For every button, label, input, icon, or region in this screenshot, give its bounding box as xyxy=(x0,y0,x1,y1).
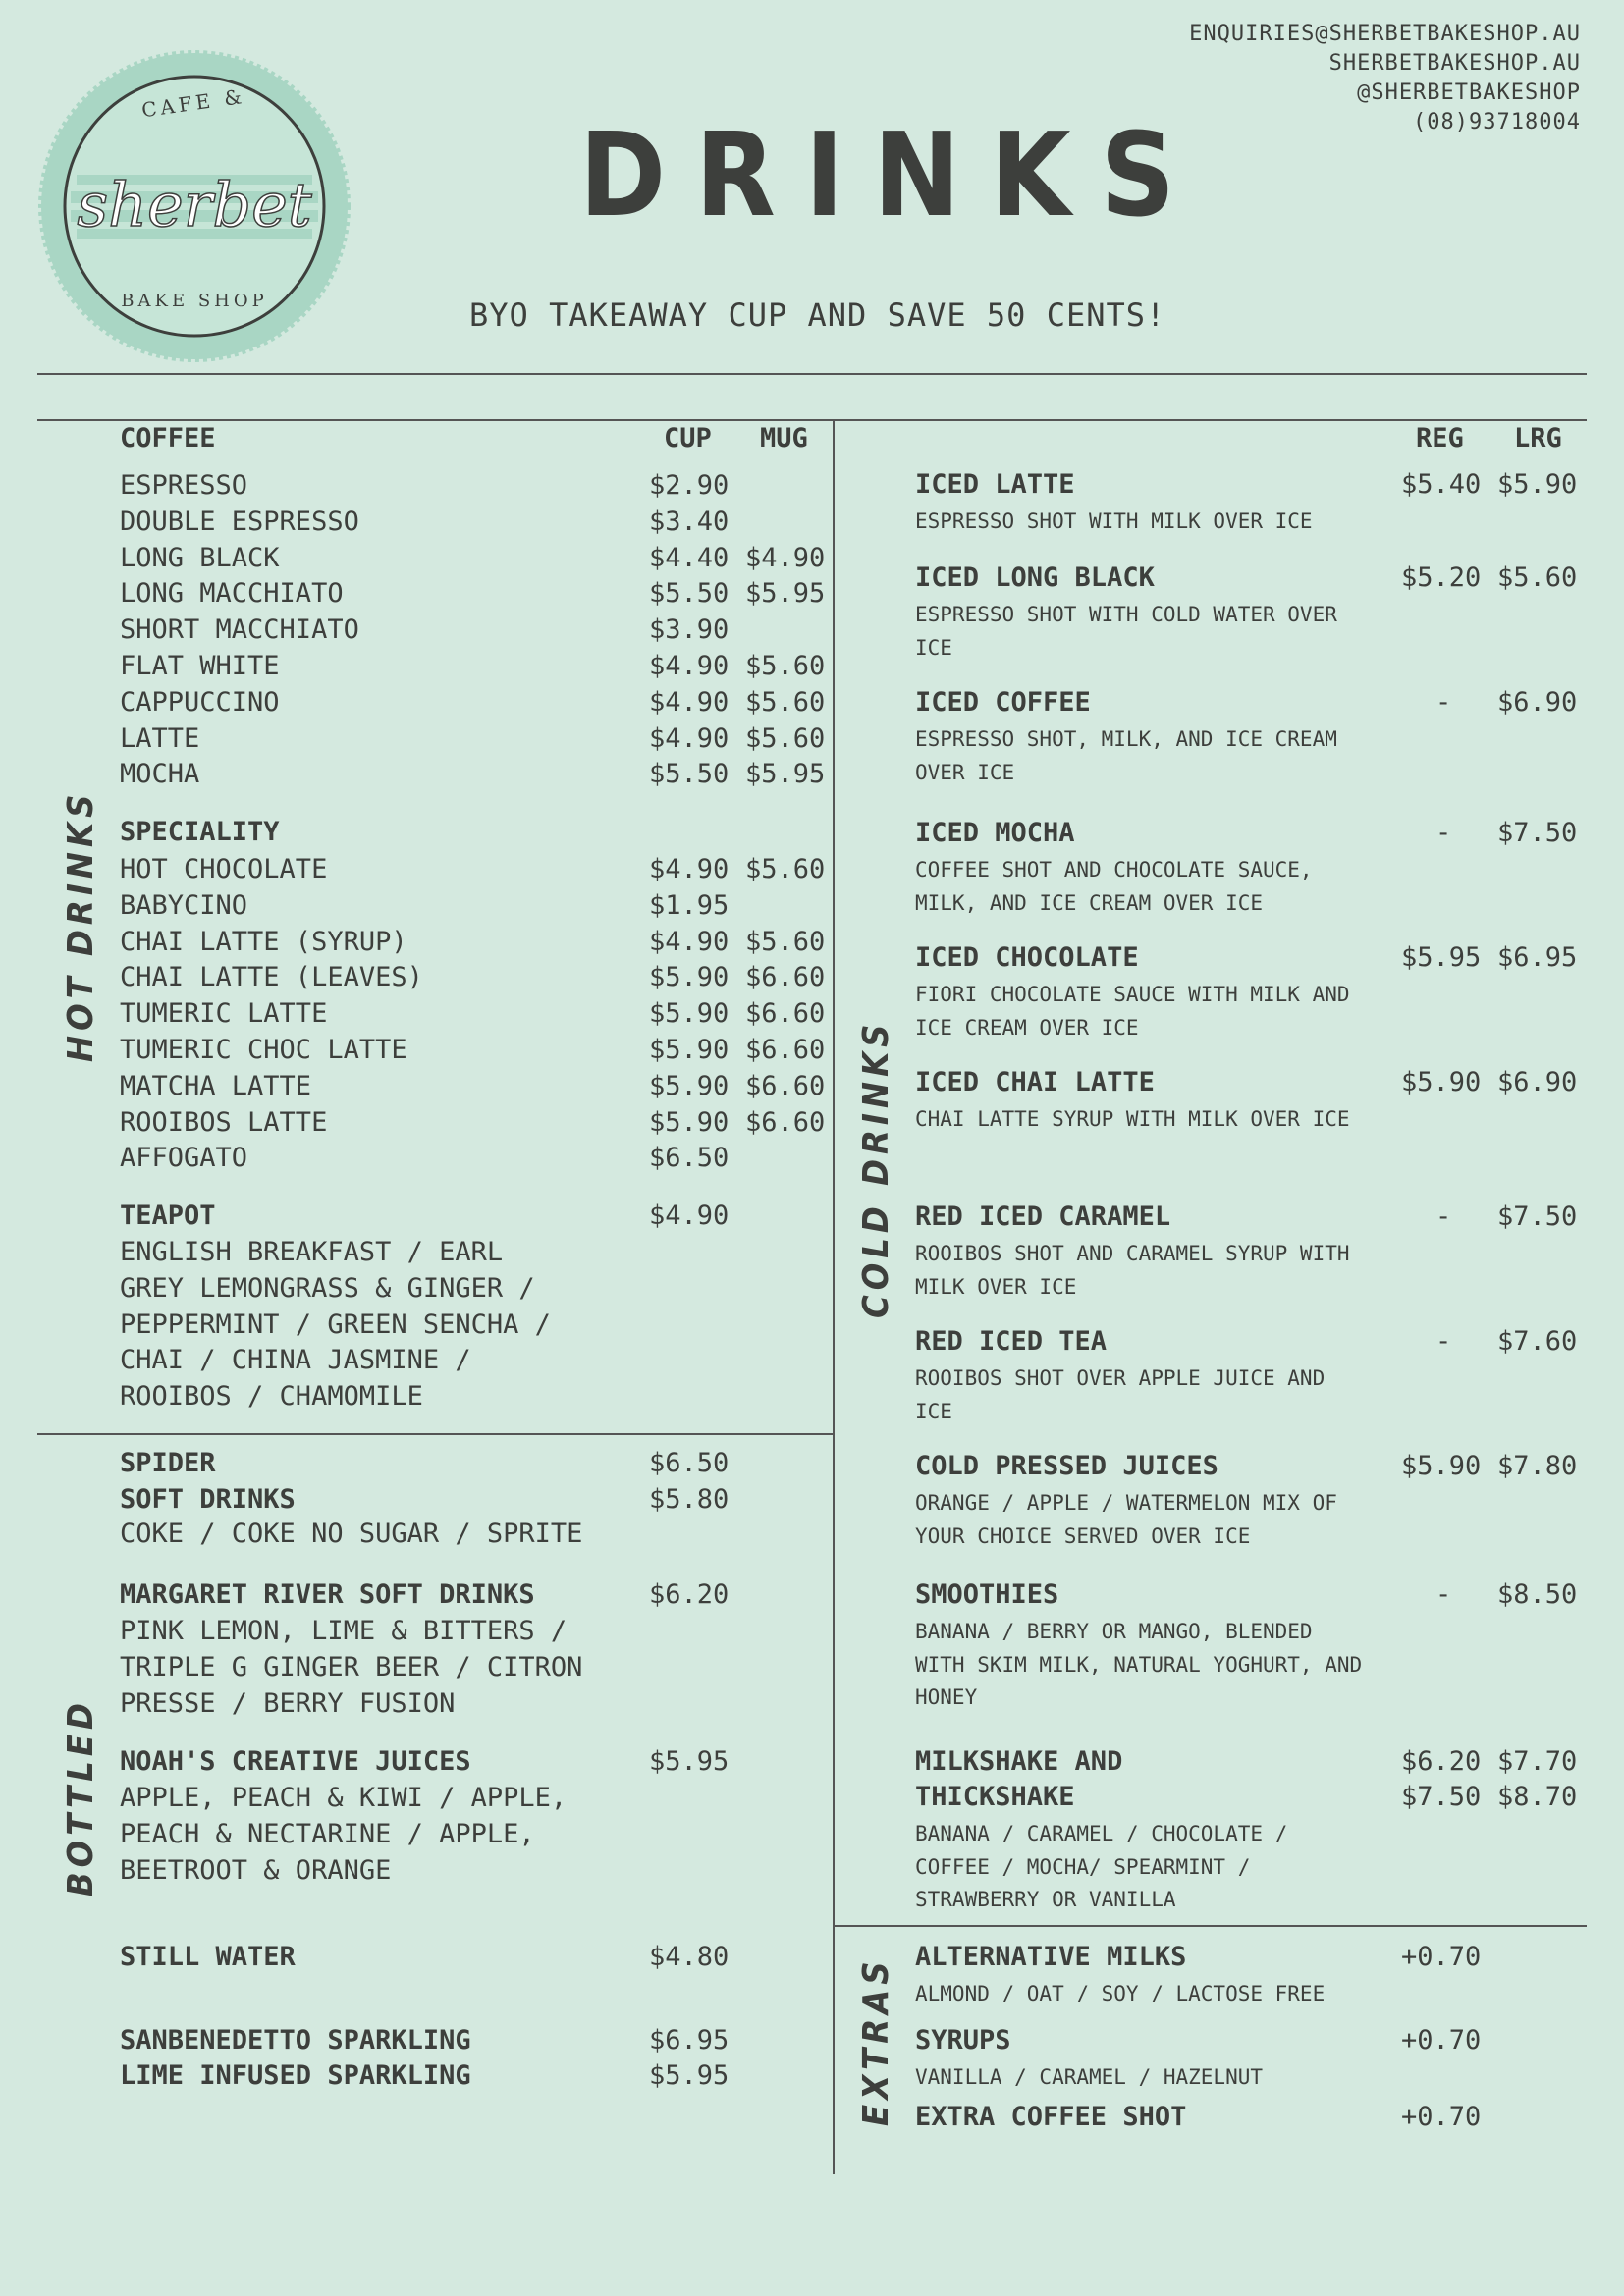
spider-price: $6.50 xyxy=(649,1448,730,1478)
coffee-heading: COFFEE xyxy=(120,423,216,454)
cup-price: $4.90 xyxy=(649,854,730,884)
cold-drink-name: RED ICED TEA xyxy=(915,1326,1108,1357)
menu-item-name: CHAI LATTE (SYRUP) xyxy=(120,926,407,957)
teapot-line: ENGLISH BREAKFAST / EARL xyxy=(120,1237,504,1267)
lrg-price: $5.90 xyxy=(1497,469,1578,500)
menu-item-name: CAPPUCCINO xyxy=(120,686,280,718)
contact-phone[interactable]: (08)93718004 xyxy=(1413,110,1581,134)
cold-drink-description: ROOIBOS SHOT AND CARAMEL SYRUP WITH xyxy=(915,1242,1350,1265)
menu-item-name: AFFOGATO xyxy=(120,1143,248,1174)
thickshake-lrg-price: $8.70 xyxy=(1497,1782,1578,1812)
menu-item-name: DOUBLE ESPRESSO xyxy=(120,506,359,537)
menu-item-name: BABYCINO xyxy=(120,889,248,921)
mug-price: $5.95 xyxy=(745,759,826,790)
cup-price: $4.90 xyxy=(649,686,730,718)
cold-drink-name: ICED COFFEE xyxy=(915,687,1091,718)
reg-price: - xyxy=(1435,1579,1452,1610)
cold-drink-name: ICED CHAI LATTE xyxy=(915,1067,1155,1097)
extras-label: EXTRAS xyxy=(856,1956,896,2126)
menu-item-name: TUMERIC CHOC LATTE xyxy=(120,1035,407,1065)
cup-price: $4.90 xyxy=(649,722,730,754)
mug-price: $6.60 xyxy=(745,1035,826,1065)
reg-price: - xyxy=(1435,687,1452,718)
cold-drink-description: HONEY xyxy=(915,1685,978,1709)
milkshake-name: MILKSHAKE AND xyxy=(915,1746,1123,1777)
mug-price: $6.60 xyxy=(745,998,826,1030)
margaret-river-price: $6.20 xyxy=(649,1579,730,1610)
menu-item-name: CHAI LATTE (LEAVES) xyxy=(120,962,423,993)
mug-price: $5.60 xyxy=(745,854,826,884)
hot-bottled-divider xyxy=(37,1433,833,1435)
menu-item-name: MOCHA xyxy=(120,759,200,790)
hot-drinks-label: HOT DRINKS xyxy=(61,789,101,1062)
cup-price: $6.50 xyxy=(649,1143,730,1174)
bottled-label: BOTTLED xyxy=(61,1698,101,1896)
margaret-line: TRIPLE G GINGER BEER / CITRON xyxy=(120,1651,583,1682)
cold-drink-name: ICED LONG BLACK xyxy=(915,562,1155,593)
header-divider xyxy=(37,373,1587,375)
mug-price: $5.60 xyxy=(745,686,826,718)
noahs-juices-price: $5.95 xyxy=(649,1746,730,1777)
extra-name: SYRUPS xyxy=(915,2025,1011,2056)
extra-name: ALTERNATIVE MILKS xyxy=(915,1942,1187,1972)
menu-item-name: FLAT WHITE xyxy=(120,651,280,681)
cold-drink-description: ESPRESSO SHOT, MILK, AND ICE CREAM xyxy=(915,727,1337,751)
reg-price: - xyxy=(1435,1326,1452,1357)
lrg-price: $7.60 xyxy=(1497,1326,1578,1357)
cup-price: $5.90 xyxy=(649,1106,730,1138)
cup-price: $1.95 xyxy=(649,889,730,921)
cup-price: $3.90 xyxy=(649,614,730,646)
cold-drink-description: OVER ICE xyxy=(915,760,1015,784)
soft-drinks-name: SOFT DRINKS xyxy=(120,1484,296,1515)
menu-item-name: ESPRESSO xyxy=(120,470,248,501)
reg-price: - xyxy=(1435,1201,1452,1232)
sanbenedetto-price: $6.95 xyxy=(649,2025,730,2056)
column-divider xyxy=(833,419,835,2174)
lrg-price: $7.50 xyxy=(1497,1201,1578,1232)
soft-drinks-description: COKE / COKE NO SUGAR / SPRITE xyxy=(120,1519,583,1549)
cup-price: $2.90 xyxy=(649,470,730,501)
noahs-line: PEACH & NECTARINE / APPLE, xyxy=(120,1818,535,1849)
menu-item-name: LONG MACCHIATO xyxy=(120,578,344,610)
cold-drink-name: ICED LATTE xyxy=(915,469,1075,500)
cup-price: $4.90 xyxy=(649,926,730,957)
cold-drink-description: ICE xyxy=(915,635,952,660)
cup-price: $5.50 xyxy=(649,759,730,790)
noahs-juices-name: NOAH'S CREATIVE JUICES xyxy=(120,1746,471,1777)
cup-price: $4.90 xyxy=(649,651,730,681)
lrg-column-header: LRG xyxy=(1514,423,1562,454)
mug-column-header: MUG xyxy=(760,423,808,454)
menu-item-name: SHORT MACCHIATO xyxy=(120,614,359,646)
cold-drink-description: ESPRESSO SHOT WITH COLD WATER OVER xyxy=(915,603,1337,626)
lrg-price: $6.95 xyxy=(1497,942,1578,973)
contact-email[interactable]: ENQUIRIES@SHERBETBAKESHOP.AU xyxy=(1189,22,1581,46)
cup-price: $5.50 xyxy=(649,578,730,610)
cup-price: $4.40 xyxy=(649,542,730,573)
cold-drink-description: MILK, AND ICE CREAM OVER ICE xyxy=(915,890,1264,915)
cold-drink-name: COLD PRESSED JUICES xyxy=(915,1451,1218,1481)
menu-item-name: MATCHA LATTE xyxy=(120,1070,312,1101)
cup-price: $3.40 xyxy=(649,506,730,537)
lime-sparkling-price: $5.95 xyxy=(649,2060,730,2091)
extra-price: +0.70 xyxy=(1401,2025,1482,2056)
teapot-price: $4.90 xyxy=(649,1201,730,1231)
extra-price: +0.70 xyxy=(1401,1942,1482,1972)
cold-drink-name: ICED MOCHA xyxy=(915,818,1075,848)
lrg-price: $7.80 xyxy=(1497,1451,1578,1481)
reg-price: $5.95 xyxy=(1401,942,1482,973)
noahs-line: BEETROOT & ORANGE xyxy=(120,1854,392,1886)
cold-drink-description: ESPRESSO SHOT WITH MILK OVER ICE xyxy=(915,509,1313,533)
milkshake-lrg-price: $7.70 xyxy=(1497,1746,1578,1777)
still-water-price: $4.80 xyxy=(649,1942,730,1972)
reg-price: $5.40 xyxy=(1401,469,1482,500)
cold-drink-description: ROOIBOS SHOT OVER APPLE JUICE AND xyxy=(915,1366,1326,1390)
logo-script-text: sherbet xyxy=(77,169,312,240)
still-water-name: STILL WATER xyxy=(120,1942,296,1972)
cold-drink-description: MILK OVER ICE xyxy=(915,1274,1077,1299)
spider-name: SPIDER xyxy=(120,1448,216,1478)
margaret-line: PINK LEMON, LIME & BITTERS / xyxy=(120,1616,568,1646)
menu-item-name: TUMERIC LATTE xyxy=(120,998,328,1030)
milkshake-reg-price: $6.20 xyxy=(1401,1746,1482,1777)
extra-description: VANILLA / CARAMEL / HAZELNUT xyxy=(915,2065,1264,2089)
margaret-line: PRESSE / BERRY FUSION xyxy=(120,1687,456,1719)
reg-price: - xyxy=(1435,818,1452,848)
thickshake-name: THICKSHAKE xyxy=(915,1782,1075,1812)
mug-price: $4.90 xyxy=(745,542,826,573)
menu-item-name: LONG BLACK xyxy=(120,542,280,573)
sanbenedetto-name: SANBENEDETTO SPARKLING xyxy=(120,2025,471,2056)
cold-drink-description: ICE CREAM OVER ICE xyxy=(915,1015,1139,1040)
cold-drink-description: BANANA / BERRY OR MANGO, BLENDED xyxy=(915,1620,1313,1643)
cold-drink-description: ICE xyxy=(915,1399,952,1423)
cup-price: $5.90 xyxy=(649,1070,730,1101)
mug-price: $6.60 xyxy=(745,1106,826,1138)
mug-price: $6.60 xyxy=(745,1070,826,1101)
contact-website[interactable]: SHERBETBAKESHOP.AU xyxy=(1328,51,1581,76)
mug-price: $5.95 xyxy=(745,578,826,610)
cup-column-header: CUP xyxy=(664,423,712,454)
lrg-price: $6.90 xyxy=(1497,1067,1578,1097)
thickshake-reg-price: $7.50 xyxy=(1401,1782,1482,1812)
mug-price: $6.60 xyxy=(745,962,826,993)
teapot-line: ROOIBOS / CHAMOMILE xyxy=(120,1381,423,1413)
reg-price: $5.20 xyxy=(1401,562,1482,593)
cold-drink-name: SMOOTHIES xyxy=(915,1579,1059,1610)
cold-drink-name: ICED CHOCOLATE xyxy=(915,942,1139,973)
milkshake-line: COFFEE / MOCHA/ SPEARMINT / xyxy=(915,1854,1251,1879)
teapot-heading: TEAPOT xyxy=(120,1201,216,1231)
teapot-line: GREY LEMONGRASS & GINGER / xyxy=(120,1272,535,1304)
menu-item-name: HOT CHOCOLATE xyxy=(120,854,328,884)
sherbet-logo xyxy=(37,49,352,363)
cold-drinks-label: COLD DRINKS xyxy=(856,1019,896,1318)
lrg-price: $7.50 xyxy=(1497,818,1578,848)
lime-sparkling-name: LIME INFUSED SPARKLING xyxy=(120,2060,471,2091)
table-top-line xyxy=(37,419,1587,421)
speciality-heading: SPECIALITY xyxy=(120,817,280,847)
lrg-price: $6.90 xyxy=(1497,687,1578,718)
teapot-line: PEPPERMINT / GREEN SENCHA / xyxy=(120,1308,551,1340)
lrg-price: $8.50 xyxy=(1497,1579,1578,1610)
reg-price: $5.90 xyxy=(1401,1067,1482,1097)
lrg-price: $5.60 xyxy=(1497,562,1578,593)
cold-extras-divider xyxy=(833,1925,1587,1927)
logo-top-text: CAFE & xyxy=(139,83,247,123)
page-title: DRINKS xyxy=(579,107,1205,242)
cold-drink-description: YOUR CHOICE SERVED OVER ICE xyxy=(915,1523,1251,1548)
cold-drink-description: COFFEE SHOT AND CHOCOLATE SAUCE, xyxy=(915,858,1313,881)
cup-price: $5.90 xyxy=(649,998,730,1030)
teapot-line: CHAI / CHINA JASMINE / xyxy=(120,1345,471,1376)
cup-price: $5.90 xyxy=(649,962,730,993)
soft-drinks-price: $5.80 xyxy=(649,1484,730,1515)
logo-bottom-text: BAKE SHOP xyxy=(121,291,268,311)
contact-block xyxy=(1189,20,1581,137)
margaret-river-name: MARGARET RIVER SOFT DRINKS xyxy=(120,1579,535,1610)
extra-description: ALMOND / OAT / SOY / LACTOSE FREE xyxy=(915,1982,1326,2005)
cup-price: $5.90 xyxy=(649,1035,730,1065)
milkshake-line: BANANA / CARAMEL / CHOCOLATE / xyxy=(915,1822,1288,1845)
cold-drink-description: ORANGE / APPLE / WATERMELON MIX OF xyxy=(915,1491,1337,1515)
cold-drink-name: RED ICED CARAMEL xyxy=(915,1201,1171,1232)
cold-drink-description: WITH SKIM MILK, NATURAL YOGHURT, AND xyxy=(915,1652,1363,1677)
cold-drink-description: FIORI CHOCOLATE SAUCE WITH MILK AND xyxy=(915,983,1350,1006)
cold-drink-description: CHAI LATTE SYRUP WITH MILK OVER ICE xyxy=(915,1107,1350,1131)
mug-price: $5.60 xyxy=(745,926,826,957)
byo-note: BYO TAKEAWAY CUP AND SAVE 50 CENTS! xyxy=(469,296,1166,334)
reg-column-header: REG xyxy=(1416,423,1464,454)
milkshake-line: STRAWBERRY OR VANILLA xyxy=(915,1888,1176,1911)
extra-name: EXTRA COFFEE SHOT xyxy=(915,2102,1187,2132)
noahs-line: APPLE, PEACH & KIWI / APPLE, xyxy=(120,1783,568,1813)
mug-price: $5.60 xyxy=(745,651,826,681)
menu-item-name: ROOIBOS LATTE xyxy=(120,1106,328,1138)
extra-price: +0.70 xyxy=(1401,2102,1482,2132)
contact-social[interactable]: @SHERBETBAKESHOP xyxy=(1357,80,1581,105)
reg-price: $5.90 xyxy=(1401,1451,1482,1481)
menu-item-name: LATTE xyxy=(120,722,200,754)
mug-price: $5.60 xyxy=(745,722,826,754)
